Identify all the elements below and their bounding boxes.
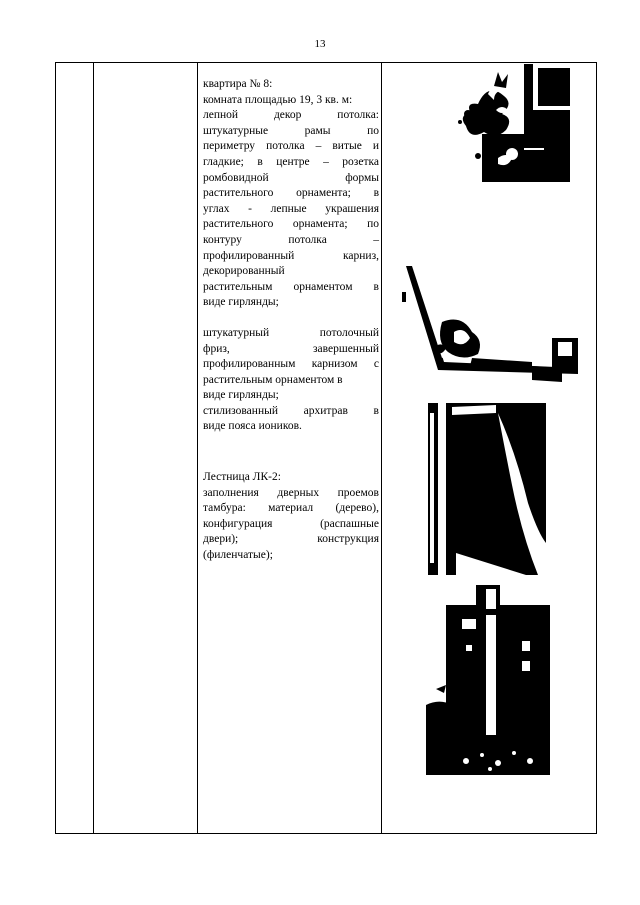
staircase-heading: Лестница ЛК-2: <box>203 471 281 484</box>
text-line: профилированный карниз, <box>203 249 379 262</box>
cornice-frieze-photo <box>402 262 578 388</box>
architrave-text <box>203 404 379 435</box>
text-line: штукатурный потолочный <box>203 326 379 339</box>
text-line: контуру потолка – <box>203 233 379 246</box>
text-line: двери); конструкция <box>203 533 379 546</box>
text-line: растительным орнаментом в <box>203 280 379 293</box>
text-line: гладкие; в центре – розетка <box>203 155 379 168</box>
text-line: ромбовидной формы <box>203 171 379 184</box>
frieze-text <box>203 326 379 404</box>
ceiling-decor-text <box>203 108 379 311</box>
text-line: фриз, завершенный <box>203 342 379 355</box>
text-line: заполнения дверных проемов <box>203 486 379 499</box>
apartment-heading: квартира № 8: <box>203 78 273 90</box>
text-line: лепной декор потолка: <box>203 109 379 122</box>
text-line: виде пояса иоников. <box>203 420 302 433</box>
text-line: конфигурация (распашные <box>203 517 379 530</box>
text-line: растительного орнамента; в <box>203 187 379 200</box>
text-line: декорированный <box>203 265 285 278</box>
text-line: виде гирлянды; <box>203 296 279 309</box>
text-line: углах - лепные украшения <box>203 202 379 215</box>
text-line: штукатурные рамы по <box>203 124 379 137</box>
text-line: периметру потолка – витые и <box>203 140 379 153</box>
table-divider-1 <box>93 63 94 833</box>
text-line: (филенчатые); <box>203 549 273 562</box>
door-description-text <box>203 486 379 564</box>
text-line: тамбура: материал (дерево), <box>203 502 379 515</box>
room-heading: комната площадью 19, 3 кв. м: <box>203 93 353 106</box>
text-line: профилированным карнизом с <box>203 358 379 371</box>
description-cell <box>203 77 379 564</box>
text-line: растительного орнамента; по <box>203 218 379 231</box>
table-divider-2 <box>197 63 198 833</box>
text-line: стилизованный архитрав в <box>203 404 379 417</box>
vestibule-door-photo <box>428 403 546 575</box>
ceiling-rosette-photo <box>438 64 570 182</box>
staircase-door-photo <box>426 585 550 775</box>
text-line: виде гирлянды; <box>203 389 279 402</box>
text-line: растительным орнаментом в <box>203 373 343 386</box>
table-divider-3 <box>381 63 382 833</box>
page-number: 13 <box>314 38 326 50</box>
